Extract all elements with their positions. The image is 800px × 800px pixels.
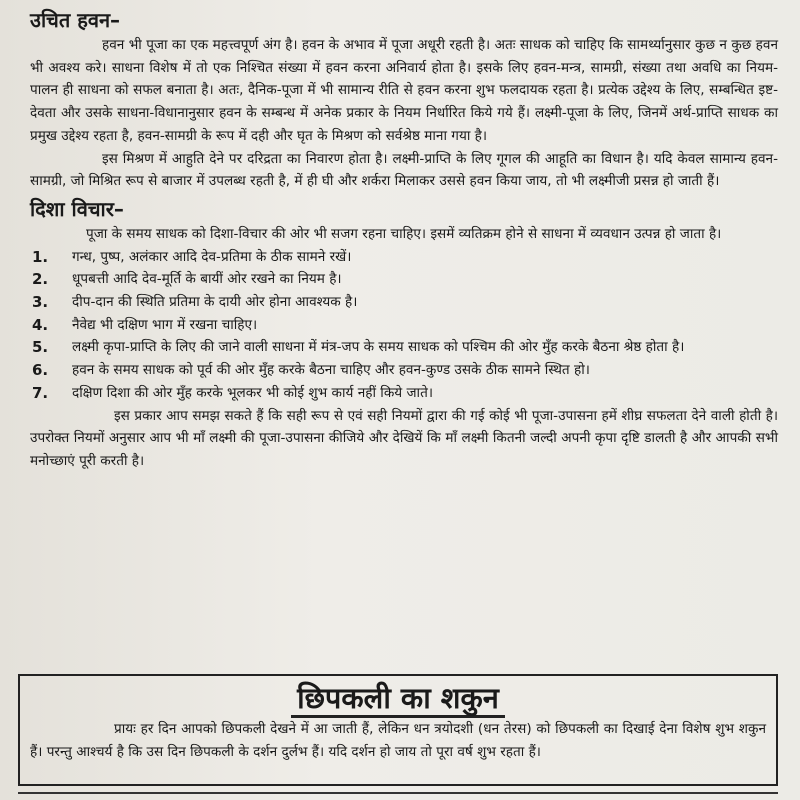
list-item: 5. लक्ष्मी कृपा-प्राप्ति के लिए की जाने वाली साधना में मंत्र-जप के समय साधक को पश्चिम की ओर मुँह करके बैठना श्रेष्ठ होता है। [32, 338, 685, 357]
lizard-omen-box [18, 674, 778, 786]
section-heading-disha: दिशा विचार– [30, 196, 124, 221]
paragraph-disha-intro: पूजा के समय साधक को दिशा-विचार की ओर भी सजग रहना चाहिए। इसमें व्यतिक्रम होने से साधना में व्यवधान उत्पन्न हो जाता है। [86, 225, 722, 242]
list-item: 4. नैवेद्य भी दक्षिण भाग में रखना चाहिए। [32, 315, 258, 334]
box-title: छिपकली का शकुन [20, 678, 776, 718]
list-item: 3. दीप-दान की स्थिति प्रतिमा के दायी ओर होना आवश्यक है। [32, 293, 358, 312]
list-item: 1. गन्ध, पुष्प, अलंकार आदि देव-प्रतिमा के ठीक सामने रखें। [32, 247, 352, 266]
list-item: 2. धूपबत्ती आदि देव-मूर्ति के बायीं ओर रखने का नियम है। [32, 270, 342, 289]
list-item: 6. हवन के समय साधक को पूर्व की ओर मुँह करके बैठना चाहिए और हवन-कुण्ड उसके ठीक सामने स्थित हो। [32, 361, 590, 380]
bottom-divider [18, 792, 778, 794]
main-content [30, 6, 778, 473]
disha-rules-list [30, 246, 778, 405]
section-heading-havan: उचित हवन– [30, 8, 121, 32]
box-text: प्रायः हर दिन आपको छिपकली देखने में आ जाती हैं, लेकिन धन त्रयोदशी (धन तेरस) को छिपकली का दिखाई देना विशेष शुभ शकुन हैं। परन्तु आश्चर्य है कि उस दिन छिपकली के दर्शन दुर्लभ हैं। यदि दर्शन हो जाय तो पूरा वर्ष शुभ रहता हैं। [30, 721, 766, 760]
list-item: 7. दक्षिण दिशा की ओर मुँह करके भूलकर भी कोई शुभ कार्य नहीं किये जाते। [32, 383, 433, 402]
paragraph-disha-outro: इस प्रकार आप समझ सकते हैं कि सही रूप से एवं सही नियमों द्वारा की गई कोई भी पूजा-उपासना हमें शीघ्र सफलता देने वाली होती है। उपरोक्त नियमों अनुसार आप भी माँ लक्ष्मी की पूजा-उपासना कीजिये और देखियें कि माँ लक्ष्मी कितनी जल्दी अपनी कृपा दृष्टि डालती है और आपकी सभी मनोच्छाएं पूरी करती है। [30, 407, 778, 469]
paragraph-havan-2: इस मिश्रण में आहुति देने पर दरिद्रता का निवारण होता है। लक्ष्मी-प्राप्ति के लिए गूगल की आहूति का विधान है। यदि केवल सामान्य हवन-सामग्री, जो मिश्रित रूप से बाजार में उपलब्ध रहती है, में ही घी और शर्करा मिलाकर उससे हवन किया जाय, तो भी लक्ष्मीजी प्रसन्न हो जाती हैं। [30, 150, 778, 190]
paragraph-havan-1: हवन भी पूजा का एक महत्त्वपूर्ण अंग है। हवन के अभाव में पूजा अधूरी रहती है। अतः साधक को चाहिए कि सामर्थ्यानुसार कुछ न कुछ हवन भी अवश्य करे। साधना विशेष में तो एक निश्चित संख्या में हवन करना अनिवार्य होता है। इसके लिए हवन-मन्त्र, सामग्री, संख्या तथा अवधि का नियम-पालन ही साधना को सफल बनाता है। अतः, दैनिक-पूजा में भी सामान्य रीति से हवन करना शुभ फलदायक रहता है। प्रत्येक उद्देश्य के लिए, सम्बन्धित इष्ट-देवता और उसके साधना-विधानानुसार हवन के सम्बन्ध में अनेक प्रकार के नियम निर्धारित किये गये हैं। लक्ष्मी-पूजा के लिए, जिनमें अर्थ-प्राप्ति साधक का प्रमुख उद्देश्य रहता है, हवन-सामग्री के रूप में दही और घृत के मिश्रण को सर्वश्रेष्ठ माना गया है। [30, 37, 779, 144]
